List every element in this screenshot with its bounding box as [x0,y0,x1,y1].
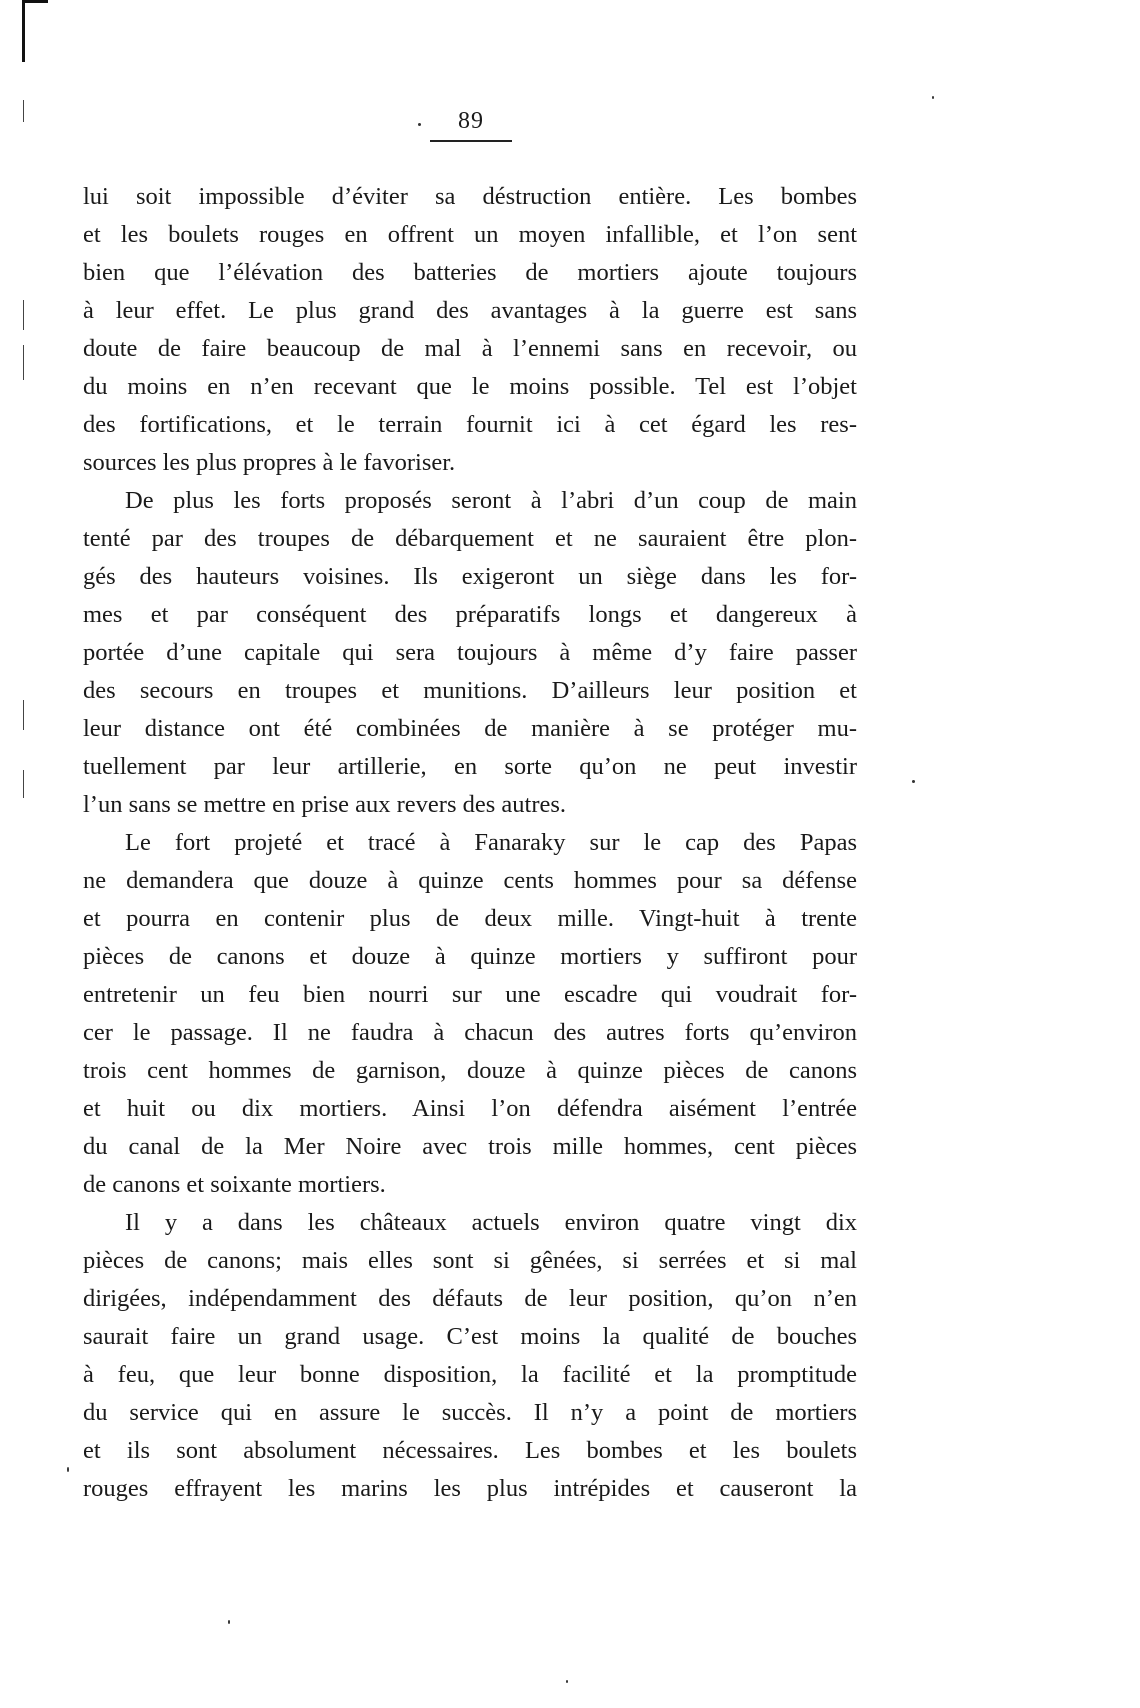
page-number: 89 [458,108,484,134]
text-line: lui soit impossible d’éviter sa déstruction entière. Les bombes [83,183,857,210]
text-line: bien que l’élévation des batteries de mortiers ajoute toujours [83,259,857,286]
text-line: trois cent hommes de garnison, douze à quinze pièces de canons [83,1057,857,1084]
text-line: saurait faire un grand usage. C’est moins la qualité de bouches [83,1323,857,1350]
body-text [83,178,857,1508]
scan-speck [67,1467,69,1472]
text-line: entretenir un feu bien nourri sur une escadre qui voudrait for- [83,981,857,1008]
text-line: à feu, que leur bonne disposition, la facilité et la promptitude [83,1361,857,1388]
text-line: du canal de la Mer Noire avec trois mille hommes, cent pièces [83,1133,857,1160]
page-number-dot [418,123,421,126]
text-line: de canons et soixante mortiers. [83,1171,386,1198]
page-number-rule [430,140,512,142]
text-line: l’un sans se mettre en prise aux revers des autres. [83,791,567,818]
text-line: De plus les forts proposés seront à l’abri d’un coup de main [125,487,857,514]
page-edge-dash [23,100,24,122]
text-line: sources les plus propres à le favoriser. [83,449,456,476]
text-line: leur distance ont été combinées de manière à se protéger mu- [83,715,857,742]
text-line: gés des hauteurs voisines. Ils exigeront un siège dans les for- [83,563,857,590]
page-edge-dash [23,300,24,330]
text-line: mes et par conséquent des préparatifs longs et dangereux à [83,601,857,628]
paragraph-2 [83,482,857,824]
paragraph-1 [83,178,857,482]
text-line: Le fort projeté et tracé à Fanaraky sur le cap des Papas [125,829,857,856]
text-line: portée d’une capitale qui sera toujours à même d’y faire passer [83,639,857,666]
text-line: et huit ou dix mortiers. Ainsi l’on défendra aisément l’entrée [83,1095,857,1122]
page-edge-line [22,0,25,62]
text-line: et les boulets rouges en offrent un moyen infallible, et l’on sent [83,221,857,248]
paragraph-3 [83,824,857,1204]
paragraph-4 [83,1204,857,1508]
text-line: cer le passage. Il ne faudra à chacun des autres forts qu’environ [83,1019,857,1046]
text-line: du moins en n’en recevant que le moins possible. Tel est l’objet [83,373,857,400]
page-edge-dash [23,345,24,380]
scan-speck [912,780,915,783]
text-line: pièces de canons; mais elles sont si gênées, si serrées et si mal [83,1247,857,1274]
text-line: et ils sont absolument nécessaires. Les bombes et les boulets [83,1437,857,1464]
scan-speck [228,1620,230,1624]
text-line: des fortifications, et le terrain fournit ici à cet égard les res- [83,411,857,438]
text-line: du service qui en assure le succès. Il n’y a point de mortiers [83,1399,857,1426]
text-line: pièces de canons et douze à quinze mortiers y suffiront pour [83,943,857,970]
scan-speck [932,96,934,99]
text-line: des secours en troupes et munitions. D’ailleurs leur position et [83,677,857,704]
page-edge-dash [23,770,24,798]
text-line: et pourra en contenir plus de deux mille. Vingt-huit à trente [83,905,857,932]
page-edge-dash [23,700,24,730]
scan-speck [566,1680,568,1683]
text-line: tenté par des troupes de débarquement et ne sauraient être plon- [83,525,857,552]
text-line: rouges effrayent les marins les plus intrépides et causeront la [83,1475,857,1502]
text-line: doute de faire beaucoup de mal à l’ennemi sans en recevoir, ou [83,335,857,362]
text-line: à leur effet. Le plus grand des avantages à la guerre est sans [83,297,857,324]
text-line: Il y a dans les châteaux actuels environ quatre vingt dix [125,1209,857,1236]
page-edge-mark [22,0,48,3]
text-line: tuellement par leur artillerie, en sorte qu’on ne peut investir [83,753,857,780]
text-line: ne demandera que douze à quinze cents hommes pour sa défense [83,867,857,894]
text-line: dirigées, indépendamment des défauts de leur position, qu’on n’en [83,1285,857,1312]
